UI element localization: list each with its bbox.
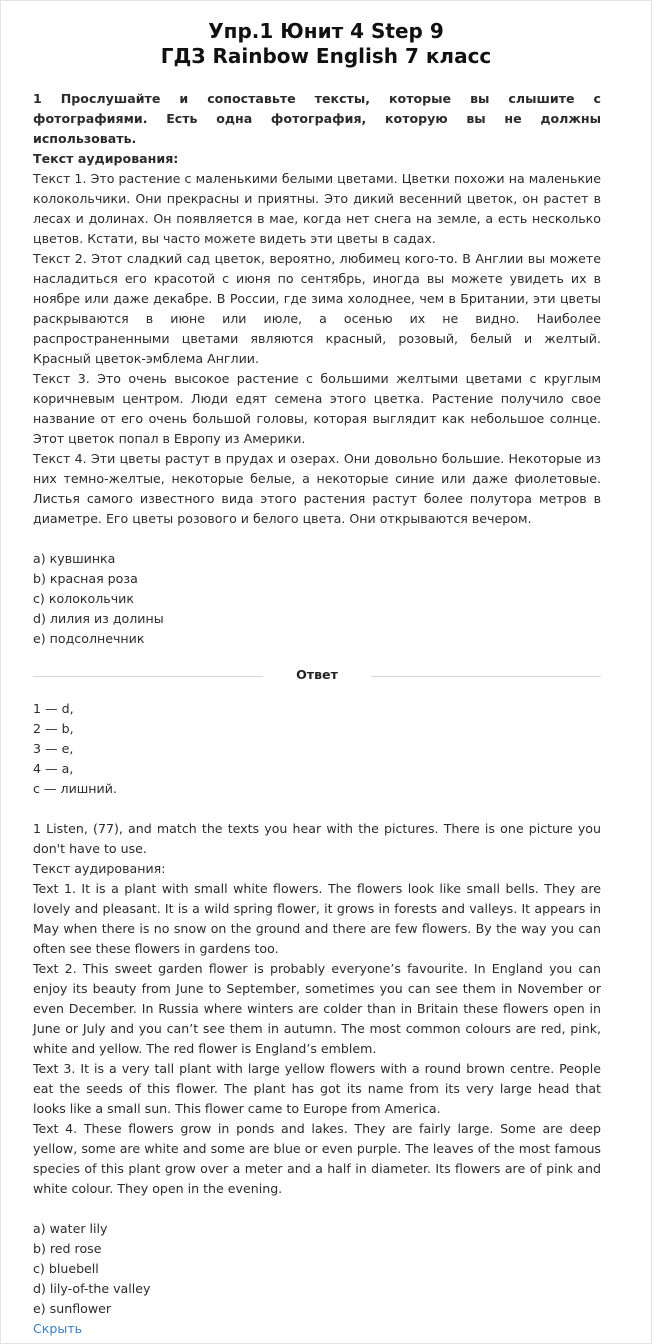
title-line-2: ГДЗ Rainbow English 7 класс <box>160 44 492 68</box>
task-heading-en: 1 Listen, (77), and match the texts you hear with the pictures. There is one picture you don't have to use. <box>33 821 601 856</box>
text-ru-4: Текст 4. Эти цветы растут в прудах и озерах. Они довольно большие. Некоторые из них темно-желтые, некоторые белые, а некоторые синие или даже фиолетовые. Листья самого известного вида этого растения растут более полутора метров в диаметре. Его цветы розового и белого цвета. Они открываются вечером. <box>33 451 601 526</box>
options-list-ru <box>33 549 601 649</box>
option-ru-d: d) лилия из долины <box>33 611 164 626</box>
text-ru-3: Текст 3. Это очень высокое растение с большими желтыми цветами с круглым коричневым центром. Люди едят семена этого цветка. Растение получило свое название от его очень большой головы, которая выглядит как небольшое солнце. Этот цветок попал в Европу из Америки. <box>33 371 601 446</box>
listening-label-ru: Текст аудирования: <box>33 151 179 166</box>
text-ru-1: Текст 1. Это растение с маленькими белыми цветами. Цветки похожи на маленькие колокольчики. Они прекрасны и приятны. Это дикий весенний цветок, он растет в лесах и долинах. Он появляется в мае, когда нет снега на земле, а есть несколько цветов. Кстати, вы часто можете видеть эти цветы в садах. <box>33 171 601 246</box>
option-ru-c: c) колокольчик <box>33 591 134 606</box>
text-en-2: Text 2. This sweet garden flower is probably everyone’s favourite. In England you can enjoy its beauty from June to September, sometimes you can see them in November or even December. In Russia where winters are colder than in Britain these flowers open in June or July and you can’t see them in autumn. The most common colours are red, pink, white and yellow. The red flower is England’s emblem. <box>33 961 601 1056</box>
option-en-c: c) bluebell <box>33 1261 99 1276</box>
answer-label: Ответ <box>296 667 338 682</box>
option-en-e: e) sunflower <box>33 1301 112 1316</box>
options-list-en <box>33 1219 601 1319</box>
option-en-d: d) lily-of-the valley <box>33 1281 151 1296</box>
answer-line-5: c — лишний. <box>33 781 117 796</box>
option-ru-e: e) подсолнечник <box>33 631 145 646</box>
answer-line-2: 2 — b, <box>33 721 74 736</box>
text-ru-2: Текст 2. Этот сладкий сад цветок, вероятно, любимец кого-то. В Англии вы можете насладиться его красотой с июня по сентябрь, иногда вы можете увидеть их в ноябре или даже декабре. В России, где зима холоднее, чем в Британии, эти цветы раскрываются в июне или июле, а осенью их не видно. Наиболее распространенными цветами являются красный, розовый, белый и желтый. Красный цветок-эмблема Англии. <box>33 251 601 366</box>
answer-line-1: 1 — d, <box>33 701 74 716</box>
hide-link[interactable]: Скрыть <box>33 1321 83 1336</box>
divider-rule-right <box>371 676 601 677</box>
text-en-1: Text 1. It is a plant with small white flowers. The flowers look like small bells. They are lovely and pleasant. It is a wild spring flower, it grows in forests and valleys. It appears in May when there is no snow on the ground and there are few flowers. By the way you can often see these flowers in gardens too. <box>33 881 601 956</box>
title-line-1: Упр.1 Юнит 4 Step 9 <box>208 19 444 43</box>
listening-label-en: Текст аудирования: <box>33 861 166 876</box>
spacer <box>33 529 601 549</box>
exercise-content <box>33 89 601 1339</box>
answer-line-3: 3 — e, <box>33 741 74 756</box>
option-ru-a: a) кувшинка <box>33 551 116 566</box>
option-en-a: a) water lily <box>33 1221 108 1236</box>
answer-line-4: 4 — a, <box>33 761 74 776</box>
page-title <box>1 1 651 69</box>
text-en-4: Text 4. These flowers grow in ponds and lakes. They are fairly large. Some are deep yellow, some are white and some are blue or even purple. The leaves of the most famous species of this plant grow over a meter and a half in diameter. Its flowers are of pink and white colour. They open in the evening. <box>33 1121 601 1196</box>
option-ru-b: b) красная роза <box>33 571 138 586</box>
answer-list <box>33 699 601 799</box>
option-en-b: b) red rose <box>33 1241 102 1256</box>
spacer <box>33 1199 601 1219</box>
answer-divider <box>33 659 601 699</box>
text-en-3: Text 3. It is a very tall plant with large yellow flowers with a round brown centre. People eat the seeds of this flower. The plant has got its name from its very large head that looks like a small sun. This flower came to Europe from America. <box>33 1061 601 1116</box>
spacer <box>33 799 601 819</box>
task-heading-ru: 1 Прослушайте и сопоставьте тексты, которые вы слышите с фотографиями. Есть одна фотография, которую вы не должны использовать. <box>33 91 601 146</box>
